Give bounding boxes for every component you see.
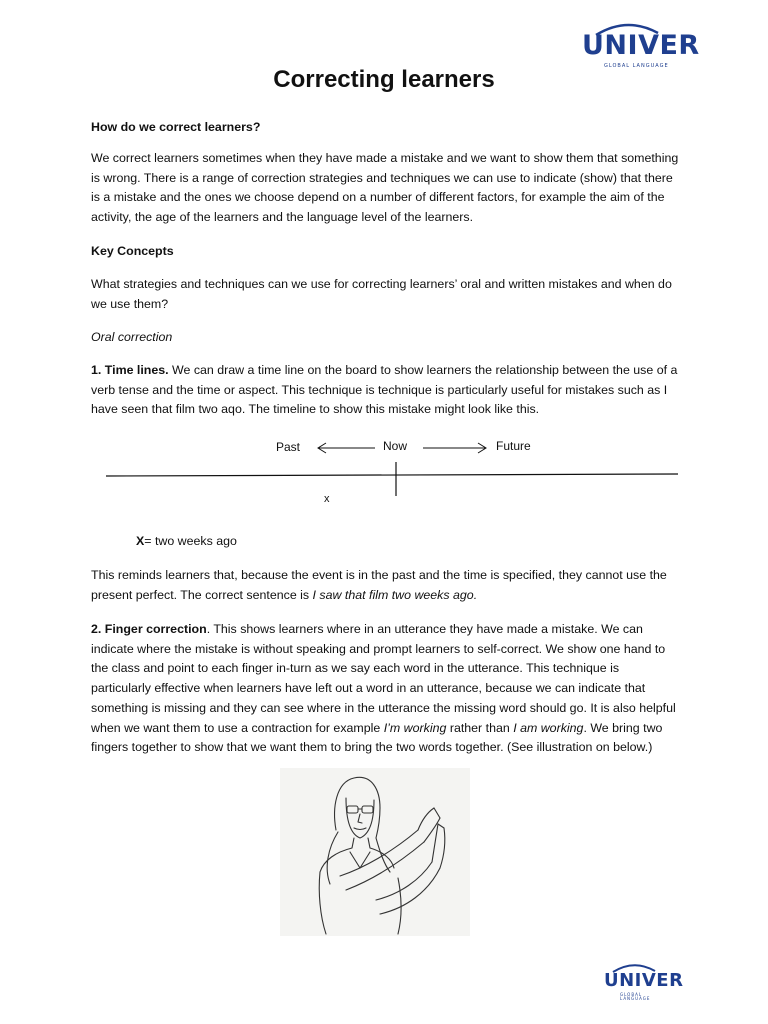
finger-correction-example-2: I am working bbox=[513, 720, 584, 735]
finger-correction-label: 2. Finger correction bbox=[91, 622, 207, 636]
intro-paragraph: We correct learners sometimes when they have made a mistake and we want to show them that something is wrong. There is a range of correction strategies and techniques we can use to indicate (show) that there is a mistake and the ones we choose depend on a number of different factors, for example the aim of the activity, the age of the learners and the language level of the learners. bbox=[91, 151, 679, 225]
reminder-text: This reminds learners that, because the event is in the past and the time is specified, they cannot use the present perfect. The correct sentence is bbox=[91, 568, 667, 602]
logo-tagline: GLOBAL LANGUAGE bbox=[620, 992, 651, 1001]
teacher-sketch-icon bbox=[280, 768, 470, 936]
finger-correction-example-1: I’m working bbox=[383, 720, 447, 735]
finger-correction-text-3: . We bring two fingers together to show that we want them to bring the two words together. (See illustration on below.) bbox=[91, 720, 663, 755]
timeline-diagram bbox=[100, 430, 690, 520]
x-definition-label: X bbox=[136, 534, 145, 548]
timeline-past-label: Past bbox=[276, 440, 301, 454]
reminder-example: I saw that film two weeks ago. bbox=[312, 587, 478, 602]
section-heading-how: How do we correct learners? bbox=[91, 120, 261, 134]
section-heading-key-concepts: Key Concepts bbox=[91, 244, 174, 258]
finger-correction-paragraph bbox=[91, 620, 681, 758]
x-definition bbox=[136, 534, 237, 548]
timeline-now-label: Now bbox=[383, 439, 408, 453]
finger-correction-illustration bbox=[280, 768, 470, 936]
timeline-x-mark: x bbox=[324, 493, 330, 505]
page-title: Correcting learners bbox=[273, 66, 495, 93]
finger-correction-text-2: rather than bbox=[446, 720, 514, 735]
arrow-left-icon bbox=[318, 443, 375, 453]
time-lines-text: We can draw a time line on the board to show learners the relationship between the use of a verb tense and the time or aspect. This technique is technique is particularly useful for mistakes such as I have seen that film two aqo. The timeline to show this mistake might look like this. bbox=[91, 363, 678, 417]
reminder-paragraph bbox=[91, 566, 681, 605]
key-concepts-question: What strategies and techniques can we use for correcting learners’ oral and written mistakes and when do we use them? bbox=[91, 277, 672, 311]
arrow-right-icon bbox=[423, 443, 486, 453]
timeline-axis bbox=[106, 474, 678, 476]
time-lines-paragraph bbox=[91, 361, 681, 420]
timeline-future-label: Future bbox=[496, 439, 531, 453]
logo-tagline: GLOBAL LANGUAGE bbox=[604, 63, 669, 69]
logo-brand: UNIVER bbox=[604, 970, 684, 991]
finger-correction-text-1: . This shows learners where in an utterance they have made a mistake. We can indicate where the mistake is without speaking and prompt learners to self-correct. We show one hand to the class and point to each finger in-turn as we say each word in the utterance. This technique is particularly effective when learners have left out a word in an utterance, because we can indicate that something is missing and they can see where in the utterance the missing word should go. It is also helpful when we want them to use a contraction for example bbox=[91, 622, 676, 735]
univer-logo-footer bbox=[604, 963, 684, 1001]
univer-logo bbox=[582, 22, 700, 72]
x-definition-text: = two weeks ago bbox=[144, 534, 237, 548]
oral-correction-heading: Oral correction bbox=[91, 330, 173, 344]
logo-brand: UNIVER bbox=[582, 30, 700, 61]
timeline-lines bbox=[100, 430, 690, 520]
time-lines-label: 1. Time lines. bbox=[91, 363, 169, 377]
